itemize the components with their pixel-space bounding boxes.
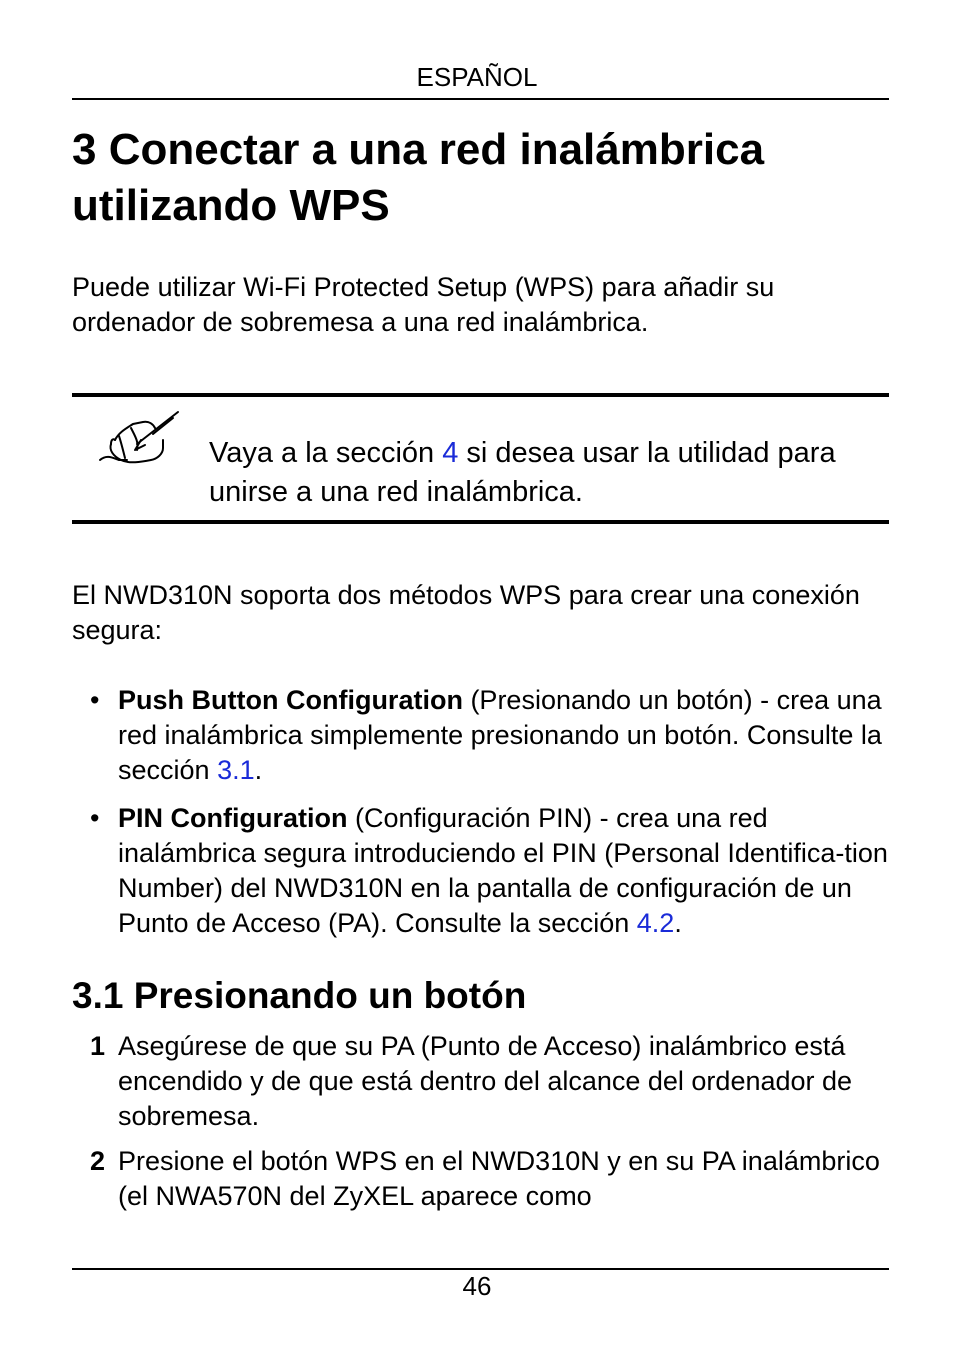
- list-item: [72, 683, 902, 788]
- note-text-before: Vaya a la sección: [209, 437, 443, 469]
- step-number: 2: [90, 1146, 106, 1176]
- steps-list: [72, 1029, 902, 1214]
- note-text-after: si desea usar la utilidad para unirse a una red inalámbrica.: [209, 437, 836, 508]
- bullet-marker: •: [90, 803, 100, 833]
- step-text: Asegúrese de que su PA (Punto de Acceso) inalámbrico está encendido y de que está dentro del alcance del ordenador de sobremesa.: [118, 1031, 853, 1131]
- step-number: 1: [90, 1031, 106, 1061]
- note-top-divider: [72, 393, 889, 397]
- bullet-marker: •: [90, 685, 100, 715]
- pen-note-icon: [97, 410, 181, 466]
- page-number: 46: [462, 1271, 492, 1301]
- wps-methods-list: [72, 683, 902, 941]
- section-title: 3.1 Presionando un botón: [72, 975, 527, 1016]
- list-item: [72, 1144, 902, 1214]
- method-term: PIN Configuration: [118, 803, 348, 833]
- section-4-link[interactable]: 4: [442, 437, 459, 469]
- method-term: Push Button Configuration: [118, 685, 463, 715]
- header-language: ESPAÑOL: [416, 62, 538, 92]
- section-4-2-link[interactable]: 4.2: [636, 908, 675, 938]
- sentence-end: .: [254, 755, 263, 785]
- intro-paragraph: Puede utilizar Wi-Fi Protected Setup (WPS) para añadir su ordenador de sobremesa a una red inalámbrica.: [72, 272, 775, 337]
- footer-divider: [72, 1268, 889, 1270]
- note-text: [209, 434, 869, 512]
- method-description: (Configuración PIN) - crea una red inalámbrica segura introduciendo el PIN (Personal Identifica-tion Number) del NWD310N en la pantalla de configuración de un Punto de Acceso (PA). Consulte la sección: [118, 803, 888, 938]
- sentence-end: .: [674, 908, 682, 938]
- method-description: (Presionando un botón) - crea una red inalámbrica simplemente presionando un botón. Consulte la sección: [118, 685, 882, 785]
- list-item: [72, 801, 902, 941]
- page-title: 3 Conectar a una red inalámbrica utilizando WPS: [72, 125, 765, 230]
- note-bottom-divider: [72, 520, 889, 524]
- section-3-1-link[interactable]: 3.1: [217, 755, 255, 785]
- header-divider: [72, 98, 889, 100]
- list-item: [72, 1029, 902, 1134]
- step-text: Presione el botón WPS en el NWD310N y en su PA inalámbrico (el NWA570N del ZyXEL aparece como: [118, 1146, 880, 1211]
- supports-paragraph: El NWD310N soporta dos métodos WPS para crear una conexión segura:: [72, 580, 860, 645]
